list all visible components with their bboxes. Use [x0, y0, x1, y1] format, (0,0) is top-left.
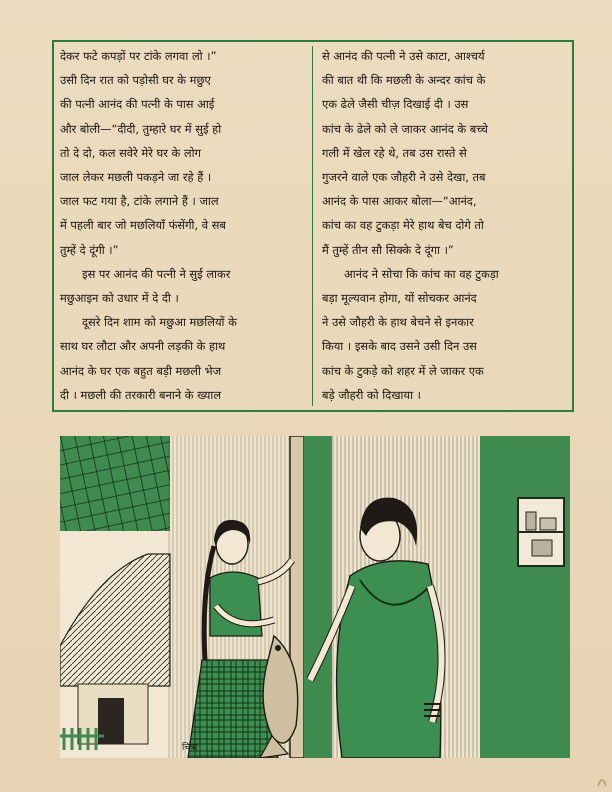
text-line: जाल फट गया है, टांके लगाने हैं । जाल	[60, 194, 219, 209]
paragraph	[60, 262, 302, 310]
text-line: उसी दिन रात को पड़ोसी घर के मछुए	[60, 73, 211, 88]
paragraph	[322, 44, 564, 262]
text-line: इस पर आनंद की पत्नी ने सुई लाकर	[82, 266, 231, 281]
story-illustration	[60, 436, 570, 758]
page-corner-mark	[596, 772, 608, 788]
text-line: बड़ा मूल्यवान होगा, यों सोचकर आनंद	[322, 291, 477, 306]
text-line: तो दे दो, कल सवेरे मेरे घर के लोग	[60, 145, 201, 160]
text-line: आनंद के पास आकर बोला—“आनंद,	[322, 194, 477, 209]
text-line: में पहली बार जो मछलियाँ फंसेंगी, वे सब	[60, 218, 226, 233]
text-line: साथ घर लौटा और अपनी लड़की के हाथ	[60, 339, 226, 354]
text-line: और बोली—“दीदी, तुम्हारे घर में सुई हो	[60, 121, 222, 136]
hut-scene	[60, 436, 170, 758]
wall-niche-shelf	[518, 498, 564, 566]
text-line: ने उसे जौहरी के हाथ बेचने से इनकार	[322, 315, 474, 330]
text-line: मैं तुम्हें तीन सौ सिक्के दे दूंगा ।”	[322, 242, 454, 257]
green-wall-strip	[304, 436, 332, 758]
text-line: से आनंद की पत्नी ने उसे काटा, आश्चर्य	[322, 49, 485, 63]
green-wall	[480, 436, 570, 758]
text-line: की पत्नी आनंद की पत्नी के पास आई	[60, 97, 215, 112]
text-line: कांच का वह टुकड़ा मेरे हाथ बेच दोगे तो	[322, 218, 484, 233]
left-text-column	[54, 42, 308, 407]
text-line: आनंद के घर एक बहुत बड़ी मछली भेज	[60, 363, 222, 378]
text-line: जाल लेकर मछली पकड़ने जा रहे हैं ।	[60, 170, 212, 185]
paragraph	[60, 310, 302, 407]
text-line: गली में खेल रहे थे, तब उस रास्ते से	[322, 145, 467, 160]
text-line: बड़े जौहरी को दिखाया ।	[322, 387, 421, 402]
text-line: तुम्हें दे दूंगी ।”	[60, 242, 119, 257]
text-line: दूसरे दिन शाम को मछुआ मछलियों के	[82, 315, 237, 330]
text-line: एक ढेले जैसी चीज़ दिखाई दी । उस	[322, 97, 469, 112]
column-divider	[312, 46, 313, 406]
text-line: गुजरने वाले एक जौहरी ने उसे देखा, तब	[322, 170, 486, 185]
fish-eye	[275, 645, 281, 651]
text-line: मछुआइन को उधार में दे दी ।	[60, 291, 179, 306]
text-line: आनंद ने सोचा कि कांच का वह टुकड़ा	[344, 266, 499, 281]
text-line: किया । इसके बाद उसने उसी दिन उस	[322, 339, 477, 354]
text-line: कांच के टुकड़े को शहर में ले जाकर एक	[322, 363, 484, 378]
text-line: दी । मछली की तरकारी बनाने के ख्याल	[60, 387, 222, 402]
artist-signature: चित्रा	[182, 743, 198, 753]
story-text-frame	[52, 40, 574, 412]
paragraph	[60, 44, 302, 262]
right-text-column	[316, 42, 570, 407]
text-line: कांच के ढेले को ले जाकर आनंद के बच्चे	[322, 121, 488, 136]
paragraph	[322, 262, 564, 407]
roof-lattice	[60, 436, 170, 531]
text-line: देकर फटे कपड़ों पर टांके लगवा लो ।”	[60, 49, 217, 63]
text-line: की बात थी कि मछली के अन्दर कांच के	[322, 73, 486, 88]
